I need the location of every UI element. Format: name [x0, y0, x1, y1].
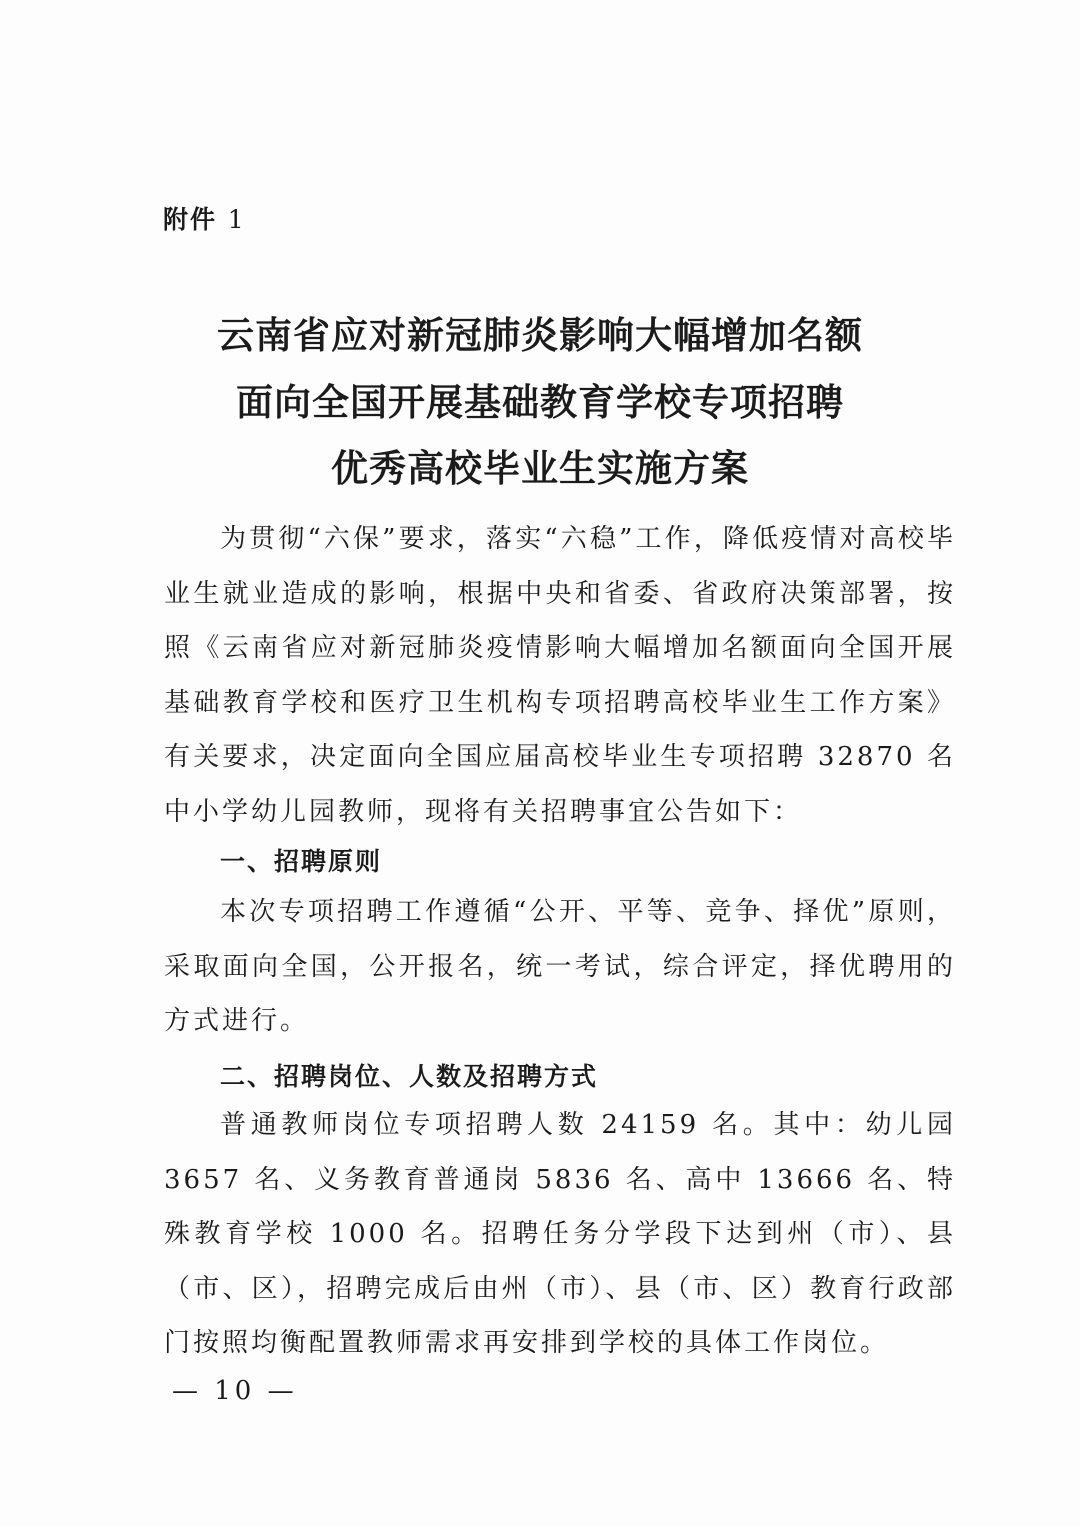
section-paragraph-principles: 本次专项招聘工作遵循“公开、平等、竞争、择优”原则，采取面向全国，公开报名，统一考试，综合评定，择优聘用的方式进行。 — [164, 897, 956, 1036]
attachment-text: 附件 — [163, 205, 218, 234]
title-line-1: 云南省应对新冠肺炎影响大幅增加名额 — [217, 314, 863, 357]
title-line-2: 面向全国开展基础教育学校专项招聘 — [236, 381, 844, 424]
page-number: — 10 — — [172, 1376, 298, 1406]
title-line-3: 优秀高校毕业生实施方案 — [331, 447, 749, 490]
intro-paragraph: 为贯彻“六保”要求，落实“六稳”工作，降低疫情对高校毕业生就业造成的影响，根据中央和省委、省政府决策部署，按照《云南省应对新冠肺炎疫情影响大幅增加名额面向全国开展基础教育学校和医疗卫生机构专项招聘高校毕业生工作方案》有关要求，决定面向全国应届高校毕业生专项招聘 32870 名中小学幼儿园教师，现将有关招聘事宜公告如下： — [164, 524, 956, 827]
intro-paragraph-block — [164, 512, 956, 839]
section-body-positions-block — [164, 1098, 956, 1371]
section-heading-positions: 二、招聘岗位、人数及招聘方式 — [220, 1062, 599, 1091]
attachment-number: 1 — [227, 205, 246, 234]
section-heading-principles: 一、招聘原则 — [220, 847, 383, 876]
section-paragraph-positions: 普通教师岗位专项招聘人数 24159 名。其中：幼儿园 3657 名、义务教育普通岗 5836 名、高中 13666 名、特殊教育学校 1000 名。招聘任务分学段下达到州（市）、县（市、区），招聘完成后由州（市）、县（市、区）教育行政部门按照均衡配置教师需求再安排到学校的具体工作岗位。 — [164, 1110, 956, 1358]
section-body-principles-block — [164, 885, 956, 1049]
attachment-label — [163, 200, 246, 236]
